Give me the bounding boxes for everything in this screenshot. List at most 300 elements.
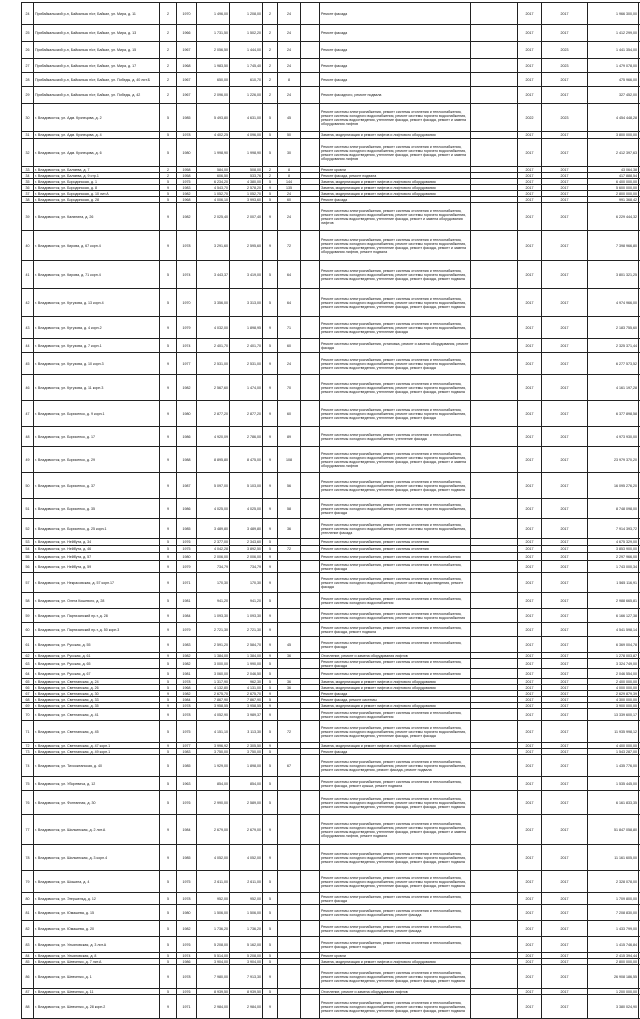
- address-cell: г. Владивосток, ул. Русская, д. 55: [34, 637, 160, 653]
- cost-cell: 4 973 930,00: [588, 427, 639, 447]
- works-cell: Ремонт кровли: [320, 167, 471, 173]
- floors-cell: 2: [160, 173, 177, 179]
- year-cell: 1987: [177, 473, 197, 499]
- living-area-cell: 2 595,60: [230, 231, 263, 261]
- blank-cell: [301, 42, 320, 59]
- year-cell: 1978: [177, 231, 197, 261]
- entrances-cell: 5: [263, 749, 278, 755]
- floors-cell: 2: [160, 59, 177, 73]
- total-area-cell: 4 052,00: [197, 845, 230, 871]
- residents-cell: 70: [278, 375, 301, 401]
- address-cell: г. Владивосток, ул. Адм. Кузнецова, д. 4: [34, 132, 160, 139]
- blank-cell: [301, 709, 320, 721]
- row-number: 50: [22, 473, 34, 499]
- works-cell: Ремонт системы электроснабжения, ремонт системы отопления и теплоснабжения, ремонт системы холодного водоснабжения, ремонт системы горячего водоснабжения, ремонт системы водоотведения, утепление фасада, ремонт фасада: [320, 721, 471, 743]
- works-cell: Ремонт фасада: [320, 73, 471, 87]
- blank-cell: [471, 553, 518, 561]
- row-number: 69: [22, 703, 34, 709]
- living-area-cell: 3 313,00: [230, 289, 263, 317]
- total-area-cell: 4 132,80: [197, 685, 230, 691]
- table-row: [22, 104, 640, 132]
- floors-cell: 9: [160, 653, 177, 659]
- row-number: 71: [22, 721, 34, 743]
- blank-cell: [301, 623, 320, 637]
- cost-cell: 3 800 000,00: [588, 132, 639, 139]
- row-number: 70: [22, 709, 34, 721]
- living-area-cell: 1 736,20: [230, 921, 263, 937]
- year-cell: 1982: [177, 691, 197, 697]
- table-row: [22, 499, 640, 519]
- blank-cell: [471, 104, 518, 132]
- blank-cell: [471, 25, 518, 42]
- blank-cell: [301, 317, 320, 339]
- entrances-cell: 5: [263, 685, 278, 691]
- end-year-cell: 2017: [542, 191, 588, 197]
- table-row: [22, 539, 640, 546]
- row-number: 24: [22, 3, 34, 25]
- floors-cell: 5: [160, 191, 177, 197]
- end-year-cell: 2017: [542, 447, 588, 473]
- blank-cell: [471, 573, 518, 593]
- end-year-cell: 2017: [542, 132, 588, 139]
- residents-cell: [278, 845, 301, 871]
- cost-cell: 475 966,00: [588, 73, 639, 87]
- end-year-cell: 2017: [542, 231, 588, 261]
- row-number: 84: [22, 953, 34, 959]
- address-cell: г. Владивосток, ул. Юмашева, д. 15: [34, 905, 160, 921]
- cost-cell: 3 380 024,90: [588, 995, 639, 1019]
- cost-cell: 2 988 665,81: [588, 593, 639, 609]
- row-number: 31: [22, 132, 34, 139]
- works-cell: Ремонт системы электроснабжения, ремонт системы отопления и теплоснабжения, ремонт системы холодного водоснабжения, ремонт системы горячего водоснабжения, утепление фасада: [320, 519, 471, 539]
- address-cell: г. Владивосток, ул. Шилкинская, д. 3 корп.4: [34, 845, 160, 871]
- entrances-cell: 5: [263, 905, 278, 921]
- plan-year-cell: 2017: [518, 871, 542, 893]
- blank-cell: [301, 539, 320, 546]
- plan-year-cell: 2017: [518, 546, 542, 553]
- address-cell: г. Владивосток, ул. Шошина, д. 4: [34, 871, 160, 893]
- table-row: [22, 289, 640, 317]
- entrances-cell: 9: [263, 473, 278, 499]
- floors-cell: 9: [160, 709, 177, 721]
- cost-cell: 26 908 186,55: [588, 965, 639, 989]
- works-cell: Ремонт системы электроснабжения, установка, ремонт и замена оборудования, ремонт фасада: [320, 339, 471, 353]
- total-area-cell: 4 032,00: [197, 317, 230, 339]
- year-cell: 1978: [177, 965, 197, 989]
- works-cell: Ремонт системы электроснабжения, ремонт системы отопления и теплоснабжения, ремонт системы холодного водоснабжения, ремонт системы горячего водоснабжения, ремонт системы водоотведения, утепление фасада, ремонт фасада, ремонт подвала: [320, 375, 471, 401]
- blank-cell: [301, 845, 320, 871]
- floors-cell: 9: [160, 691, 177, 697]
- cost-cell: 7 398 966,80: [588, 231, 639, 261]
- end-year-cell: 2017: [542, 353, 588, 375]
- residents-cell: 72: [278, 231, 301, 261]
- address-cell: г. Владивосток, ул. Светланская, д. 26: [34, 685, 160, 691]
- address-cell: г. Владивосток, ул. Бородинская, д. 28: [34, 197, 160, 203]
- floors-cell: 9: [160, 553, 177, 561]
- residents-cell: 72: [278, 721, 301, 743]
- blank-cell: [471, 261, 518, 289]
- plan-year-cell: 2017: [518, 561, 542, 573]
- living-area-cell: 1 208,00: [230, 3, 263, 25]
- table-row: [22, 473, 640, 499]
- end-year-cell: 2017: [542, 893, 588, 905]
- floors-cell: 9: [160, 573, 177, 593]
- works-cell: Ремонт системы электроснабжения, ремонт системы отопления и теплоснабжения, ремонт системы холодного водоснабжения, ремонт системы горячего водоснабжения, ремонт системы водоотведения, утепление фасада, ремонт фасада, ремонт и замена оборудования лифтов: [320, 104, 471, 132]
- entrances-cell: 2: [263, 42, 278, 59]
- living-area-cell: 3 892,50: [230, 546, 263, 553]
- cost-cell: 4 400 000,00: [588, 743, 639, 749]
- residents-cell: 24: [278, 59, 301, 73]
- end-year-cell: 2017: [542, 401, 588, 427]
- table-row: [22, 25, 640, 42]
- row-number: 55: [22, 553, 34, 561]
- year-cell: 1982: [177, 203, 197, 231]
- table-row: [22, 905, 640, 921]
- table-row: [22, 317, 640, 339]
- address-cell: Прибайкальский р-н, Байкальск п/ст, Байкал, ул. Мира, д. 13: [34, 25, 160, 42]
- plan-year-cell: 2017: [518, 995, 542, 1019]
- blank-cell: [301, 553, 320, 561]
- works-cell: Ремонт фасада: [320, 691, 471, 697]
- table-row: [22, 203, 640, 231]
- total-area-cell: 2 096,00: [197, 87, 230, 104]
- living-area-cell: 2 531,00: [230, 353, 263, 375]
- entrances-cell: 5: [263, 179, 278, 185]
- living-area-cell: 952,00: [230, 893, 263, 905]
- floors-cell: 5: [160, 755, 177, 777]
- cost-cell: 1 441 354,00: [588, 42, 639, 59]
- floors-cell: 9: [160, 519, 177, 539]
- cost-cell: 6 369 004,78: [588, 637, 639, 653]
- living-area-cell: 2 675,70: [230, 691, 263, 697]
- end-year-cell: 2017: [542, 185, 588, 191]
- address-cell: г. Владивосток, ул. Шевченко, д. 1: [34, 965, 160, 989]
- year-cell: 1975: [177, 546, 197, 553]
- plan-year-cell: 2017: [518, 721, 542, 743]
- row-number: 62: [22, 653, 34, 659]
- blank-cell: [301, 659, 320, 669]
- table-row: [22, 755, 640, 777]
- living-area-cell: 5 208,00: [230, 953, 263, 959]
- total-area-cell: 4 042,28: [197, 546, 230, 553]
- cost-cell: 4 541 598,14: [588, 623, 639, 637]
- works-cell: Ремонт системы электроснабжения, ремонт системы отопления и теплоснабжения, ремонт системы холодного водоснабжения, ремонт системы горячего водоснабжения, ремонт системы водоотведения, утепление фасада, ремонт фасада, ремонт подвала: [320, 871, 471, 893]
- total-area-cell: 2 591,20: [197, 637, 230, 653]
- address-cell: г. Владивосток, ул. Кутузова, д. 10 корп.3: [34, 353, 160, 375]
- table-row: [22, 401, 640, 427]
- works-cell: Ремонт системы электроснабжения, ремонт системы отопления и теплоснабжения, ремонт системы холодного водоснабжения, ремонт системы горячего водоснабжения, ремонт системы водоотведения, утепление фасада, ремонт фасада, ремонт и замена оборудования лифтов, ремонт подвала: [320, 231, 471, 261]
- blank-cell: [301, 721, 320, 743]
- cost-cell: 417 888,54: [588, 173, 639, 179]
- address-cell: г. Владивосток, ул. Нейбута, д. 46: [34, 546, 160, 553]
- blank-cell: [471, 637, 518, 653]
- entrances-cell: 9: [263, 185, 278, 191]
- plan-year-cell: 2017: [518, 679, 542, 685]
- plan-year-cell: 2017: [518, 749, 542, 755]
- year-cell: 1963: [177, 777, 197, 791]
- end-year-cell: 2017: [542, 697, 588, 703]
- floors-cell: 5: [160, 546, 177, 553]
- row-number: 87: [22, 989, 34, 995]
- entrances-cell: 9: [263, 743, 278, 749]
- row-number: 49: [22, 447, 34, 473]
- address-cell: г. Владивосток, ул. Шилкинская, д. 2 лит.А: [34, 815, 160, 845]
- floors-cell: 5: [160, 953, 177, 959]
- plan-year-cell: 2017: [518, 203, 542, 231]
- works-cell: Ремонт фасада: [320, 3, 471, 25]
- blank-cell: [471, 339, 518, 353]
- table-row: [22, 427, 640, 447]
- plan-year-cell: 2017: [518, 231, 542, 261]
- year-cell: 1977: [177, 743, 197, 749]
- end-year-cell: 2017: [542, 669, 588, 679]
- entrances-cell: 5: [263, 593, 278, 609]
- row-number: 48: [22, 427, 34, 447]
- entrances-cell: 5: [263, 659, 278, 669]
- year-cell: 1982: [177, 191, 197, 197]
- total-area-cell: 3 489,80: [197, 519, 230, 539]
- cost-cell: 6 166 127,38: [588, 609, 639, 623]
- works-cell: Ремонт системы электроснабжения, ремонт системы отопления и теплоснабжения, ремонт системы холодного водоснабжения, ремонт системы горячего водоснабжения, ремонт системы водоотведения, утепление фасада: [320, 317, 471, 339]
- residents-cell: [278, 791, 301, 815]
- works-cell: Ремонт системы электроснабжения, ремонт системы отопления и теплоснабжения, ремонт системы холодного водоснабжения, ремонт системы горячего водоснабжения, ремонт системы водоотведения, утепление фасада, ремонт фасада, ремонт подвала: [320, 261, 471, 289]
- entrances-cell: 5: [263, 339, 278, 353]
- year-cell: 1982: [177, 653, 197, 659]
- end-year-cell: 2017: [542, 25, 588, 42]
- table-row: [22, 573, 640, 593]
- living-area-cell: 7 867,90: [230, 697, 263, 703]
- floors-cell: 5: [160, 197, 177, 203]
- address-cell: г. Владивосток, ул. Борисенко, д. 35: [34, 499, 160, 519]
- living-area-cell: 1 506,00: [230, 905, 263, 921]
- floors-cell: 9: [160, 637, 177, 653]
- entrances-cell: 5: [263, 721, 278, 743]
- residents-cell: [278, 593, 301, 609]
- end-year-cell: 2017: [542, 637, 588, 653]
- year-cell: 1977: [177, 353, 197, 375]
- year-cell: 1980: [177, 905, 197, 921]
- entrances-cell: 5: [263, 959, 278, 965]
- floors-cell: 5: [160, 679, 177, 685]
- total-area-cell: 952,00: [197, 893, 230, 905]
- table-row: [22, 59, 640, 73]
- row-number: 40: [22, 231, 34, 261]
- cost-cell: 7 208 830,00: [588, 905, 639, 921]
- blank-cell: [301, 573, 320, 593]
- entrances-cell: 9: [263, 995, 278, 1019]
- entrances-cell: 5: [263, 777, 278, 791]
- total-area-cell: 8 939,50: [197, 989, 230, 995]
- floors-cell: 9: [160, 203, 177, 231]
- entrances-cell: 9: [263, 353, 278, 375]
- row-number: 28: [22, 73, 34, 87]
- floors-cell: 5: [160, 905, 177, 921]
- address-cell: Прибайкальский р-н, Байкальск п/ст, Байкал, ул. Победы, д. 42: [34, 87, 160, 104]
- living-area-cell: 4 380,00: [230, 179, 263, 185]
- works-cell: Отопление, ремонт и замена оборудования лифтов: [320, 653, 471, 659]
- row-number: 29: [22, 87, 34, 104]
- cost-cell: 2 183 755,60: [588, 317, 639, 339]
- blank-cell: [471, 375, 518, 401]
- year-cell: 1984: [177, 697, 197, 703]
- living-area-cell: 2 984,00: [230, 995, 263, 1019]
- living-area-cell: 8 939,50: [230, 989, 263, 995]
- entrances-cell: 9: [263, 691, 278, 697]
- row-number: 72: [22, 743, 34, 749]
- blank-cell: [471, 845, 518, 871]
- floors-cell: 5: [160, 777, 177, 791]
- floors-cell: 9: [160, 375, 177, 401]
- blank-cell: [301, 139, 320, 167]
- living-area-cell: 2 584,70: [230, 637, 263, 653]
- blank-cell: [301, 561, 320, 573]
- plan-year-cell: 2017: [518, 375, 542, 401]
- residents-cell: [278, 669, 301, 679]
- cost-cell: 4 000 000,00: [588, 685, 639, 691]
- end-year-cell: 2017: [542, 921, 588, 937]
- works-cell: Замена, модернизация и ремонт лифтов и лифтового оборудования: [320, 191, 471, 197]
- total-area-cell: 4 151,10: [197, 721, 230, 743]
- residents-cell: 8: [278, 73, 301, 87]
- floors-cell: 5: [160, 593, 177, 609]
- plan-year-cell: 2017: [518, 573, 542, 593]
- year-cell: 1978: [177, 703, 197, 709]
- cost-cell: 2 629 879,39: [588, 691, 639, 697]
- year-cell: 1968: [177, 59, 197, 73]
- total-area-cell: 2 056,50: [197, 42, 230, 59]
- works-cell: Ремонт системы электроснабжения, ремонт системы отопления и теплоснабжения, ремонт фасада: [320, 561, 471, 573]
- table-row: [22, 132, 640, 139]
- floors-cell: 5: [160, 139, 177, 167]
- blank-cell: [471, 721, 518, 743]
- table-row: [22, 42, 640, 59]
- end-year-cell: 2017: [542, 623, 588, 637]
- total-area-cell: 3 904,00: [197, 959, 230, 965]
- end-year-cell: 2017: [542, 519, 588, 539]
- living-area-cell: 2 006,00: [230, 553, 263, 561]
- blank-cell: [301, 499, 320, 519]
- cost-cell: 6 277 573,52: [588, 353, 639, 375]
- row-number: 41: [22, 261, 34, 289]
- entrances-cell: 5: [263, 289, 278, 317]
- plan-year-cell: 2017: [518, 989, 542, 995]
- residents-cell: [278, 561, 301, 573]
- table-row: [22, 353, 640, 375]
- year-cell: 1958: [177, 167, 197, 173]
- plan-year-cell: 2017: [518, 139, 542, 167]
- row-number: 56: [22, 561, 34, 573]
- end-year-cell: 2017: [542, 653, 588, 659]
- row-number: 53: [22, 539, 34, 546]
- living-area-cell: 3 993,60: [230, 197, 263, 203]
- address-cell: г. Владивосток, ул. Уборевича, д. 12: [34, 777, 160, 791]
- entrances-cell: 5: [263, 669, 278, 679]
- plan-year-cell: 2017: [518, 609, 542, 623]
- floors-cell: 9: [160, 845, 177, 871]
- plan-year-cell: 2017: [518, 703, 542, 709]
- plan-year-cell: 2017: [518, 353, 542, 375]
- plan-year-cell: 2017: [518, 669, 542, 679]
- plan-year-cell: 2017: [518, 3, 542, 25]
- works-cell: Ремонт системы электроснабжения, ремонт системы отопления и теплоснабжения, ремонт системы холодного водоснабжения, ремонт системы горячего водоснабжения, ремонт системы водоотведения, утепление фасада, ремонт фасада, ремонт и замена оборудования лифтов: [320, 139, 471, 167]
- table-row: [22, 87, 640, 104]
- total-area-cell: 1 093,30: [197, 609, 230, 623]
- year-cell: 1983: [177, 637, 197, 653]
- row-number: 88: [22, 995, 34, 1019]
- residents-cell: 24: [278, 42, 301, 59]
- total-area-cell: 3 958,55: [197, 703, 230, 709]
- entrances-cell: 5: [263, 953, 278, 959]
- residents-cell: [278, 921, 301, 937]
- floors-cell: 9: [160, 473, 177, 499]
- end-year-cell: 2017: [542, 685, 588, 691]
- cost-cell: 1 543 287,00: [588, 749, 639, 755]
- plan-year-cell: 2017: [518, 653, 542, 659]
- residents-cell: 8: [278, 173, 301, 179]
- cost-cell: 1 278 003,87: [588, 653, 639, 659]
- blank-cell: [301, 25, 320, 42]
- year-cell: 1974: [177, 953, 197, 959]
- year-cell: 1979: [177, 317, 197, 339]
- blank-cell: [301, 104, 320, 132]
- floors-cell: 9: [160, 815, 177, 845]
- address-cell: г. Владивосток, ул. Баляева, д. 9 стр.1: [34, 173, 160, 179]
- living-area-cell: 2 721,30: [230, 623, 263, 637]
- cost-cell: 2 046 554,00: [588, 669, 639, 679]
- blank-cell: [471, 139, 518, 167]
- end-year-cell: 2017: [542, 167, 588, 173]
- blank-cell: [301, 231, 320, 261]
- works-cell: Ремонт системы электроснабжения, ремонт системы отопления и теплоснабжения, ремонт системы холодного водоснабжения, ремонт системы горячего водоснабжения, ремонт системы водоотведения, утепление фасада, ремонт фасада, ремонт и замена оборудования лифтов, ремонт подвала: [320, 815, 471, 845]
- end-year-cell: 2017: [542, 691, 588, 697]
- residents-cell: 60: [278, 401, 301, 427]
- total-area-cell: 7 867,90: [197, 697, 230, 703]
- blank-cell: [301, 905, 320, 921]
- year-cell: 1979: [177, 561, 197, 573]
- row-number: 59: [22, 609, 34, 623]
- works-cell: Ремонт системы электроснабжения, ремонт системы отопления и теплоснабжения, ремонт системы холодного водоснабжения: [320, 709, 471, 721]
- cost-cell: 1 415 746,84: [588, 937, 639, 953]
- cost-cell: 4 300 000,00: [588, 697, 639, 703]
- table-row: [22, 73, 640, 87]
- floors-cell: 5: [160, 893, 177, 905]
- year-cell: 1986: [177, 427, 197, 447]
- entrances-cell: 9: [263, 203, 278, 231]
- blank-cell: [471, 669, 518, 679]
- table-row: [22, 921, 640, 937]
- year-cell: 1978: [177, 679, 197, 685]
- plan-year-cell: 2017: [518, 953, 542, 959]
- floors-cell: 5: [160, 104, 177, 132]
- row-number: 64: [22, 669, 34, 679]
- floors-cell: 5: [160, 669, 177, 679]
- row-number: 68: [22, 697, 34, 703]
- year-cell: 1976: [177, 989, 197, 995]
- blank-cell: [301, 73, 320, 87]
- plan-year-cell: 2017: [518, 185, 542, 191]
- year-cell: 1975: [177, 871, 197, 893]
- total-area-cell: 2 567,60: [197, 375, 230, 401]
- row-number: 79: [22, 871, 34, 893]
- cost-cell: 6 229 444,32: [588, 203, 639, 231]
- row-number: 63: [22, 659, 34, 669]
- residents-cell: [278, 965, 301, 989]
- row-number: 43: [22, 317, 34, 339]
- residents-cell: 72: [278, 546, 301, 553]
- address-cell: г. Владивосток, ул. Русская, д. 65: [34, 659, 160, 669]
- cost-cell: 6 400 000,00: [588, 179, 639, 185]
- address-cell: Прибайкальский р-н, Байкальск п/ст, Байкал, ул. Мира, д. 17: [34, 59, 160, 73]
